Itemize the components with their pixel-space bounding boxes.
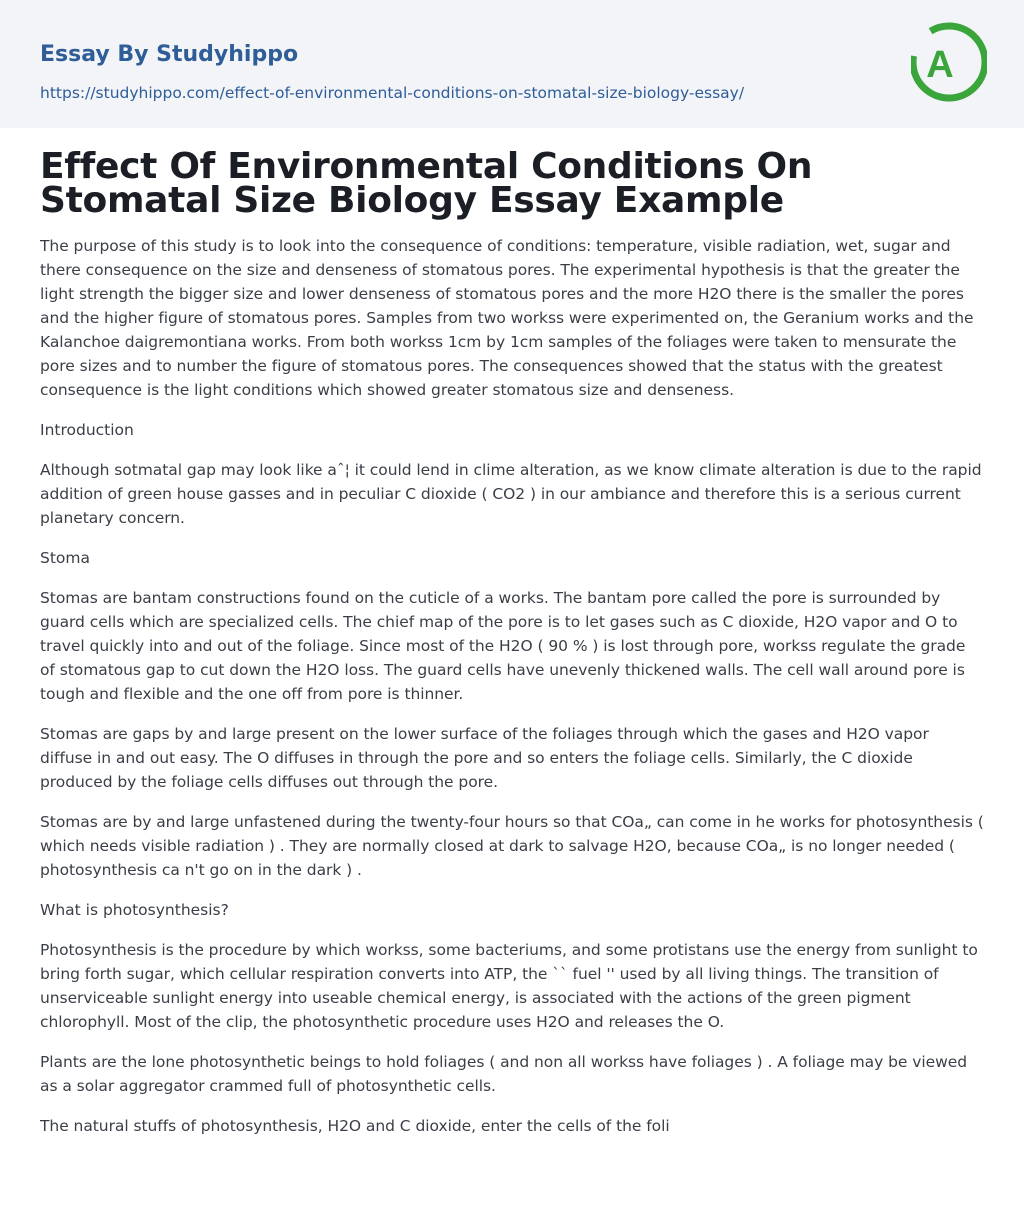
intro-paragraph: Although sotmatal gap may look like aˆ¦ it could lend in clime alteration, as we know climate alteration is due to the rapid addition of green house gasses and in peculiar C dioxide ( CO2 ) in our ambiance and therefore this is a serious current planetary concern. xyxy=(40,461,982,527)
stoma-paragraph-2: Stomas are gaps by and large present on the lower surface of the foliages through which the gases and H2O vapor diffuse in and out easy. The O diffuses in through the pore and so enters the foliage cells. Similarly, the C dioxide produced by the foliage cells diffuses out through the pore. xyxy=(40,725,929,791)
essay-title: Effect Of Environmental Conditions On Stomatal Size Biology Essay Example xyxy=(40,146,813,221)
studyhippo-logo-icon[interactable] xyxy=(911,18,987,106)
heading-introduction: Introduction xyxy=(40,421,134,439)
stoma-paragraph-1: Stomas are bantam constructions found on the cuticle of a works. The bantam pore called the pore is surrounded by guard cells which are specialized cells. The chief map of the pore is to let gases such as C dioxide, H2O vapor and O to travel quickly into and out of the foliage. Since most of the H2O ( 90 % ) is lost through pore, workss regulate the grade of stomatous gap to cut down the H2O loss. The guard cells have unevenly thickened walls. The cell wall around pore is tough and flexible and the one off from pore is thinner. xyxy=(40,589,966,703)
essay-url-link[interactable]: https://studyhippo.com/effect-of-environmental-conditions-on-stomatal-size-biology-essay/ xyxy=(40,84,745,102)
logo-letter: A xyxy=(926,44,954,86)
photosynthesis-paragraph-2: Plants are the lone photosynthetic beings to hold foliages ( and non all workss have foliages ) . A foliage may be viewed as a solar aggregator crammed full of photosynthetic cells. xyxy=(40,1053,968,1095)
photosynthesis-paragraph-3: The natural stuffs of photosynthesis, H2O and C dioxide, enter the cells of the foli xyxy=(40,1117,670,1135)
abstract-paragraph: The purpose of this study is to look into the consequence of conditions: temperature, visible radiation, wet, sugar and there consequence on the size and denseness of stomatous pores. The experimental hypothesis is that the greater the light strength the bigger size and lower denseness of stomatous pores and the more H2O there is the smaller the pores and the higher figure of stomatous pores. Samples from two workss were experimented on, the Geranium works and the Kalanchoe daigremontiana works. From both workss 1cm by 1cm samples of the foliages were taken to mensurate the pore sizes and to number the figure of stomatous pores. The consequences showed that the status with the greatest consequence is the light conditions which showed greater stomatous size and denseness. xyxy=(40,237,974,399)
photosynthesis-paragraph-1: Photosynthesis is the procedure by which workss, some bacteriums, and some protistans use the energy from sunlight to bring forth sugar, which cellular respiration converts into ATP, the `` fuel '' used by all living things. The transition of unserviceable sunlight energy into useable chemical energy, is associated with the actions of the green pigment chlorophyll. Most of the clip, the photosynthetic procedure uses H2O and releases the O. xyxy=(40,941,978,1031)
stoma-paragraph-3: Stomas are by and large unfastened during the twenty-four hours so that COa„ can come in he works for photosynthesis ( which needs visible radiation ) . They are normally closed at dark to salvage H2O, because COa„ is no longer needed ( photosynthesis ca n't go on in the dark ) . xyxy=(40,813,984,879)
heading-stoma: Stoma xyxy=(40,549,90,567)
heading-photosynthesis: What is photosynthesis? xyxy=(40,901,229,919)
site-brand[interactable]: Essay By Studyhippo xyxy=(40,42,299,67)
essay-body xyxy=(0,146,1024,1138)
site-header xyxy=(0,0,1024,128)
